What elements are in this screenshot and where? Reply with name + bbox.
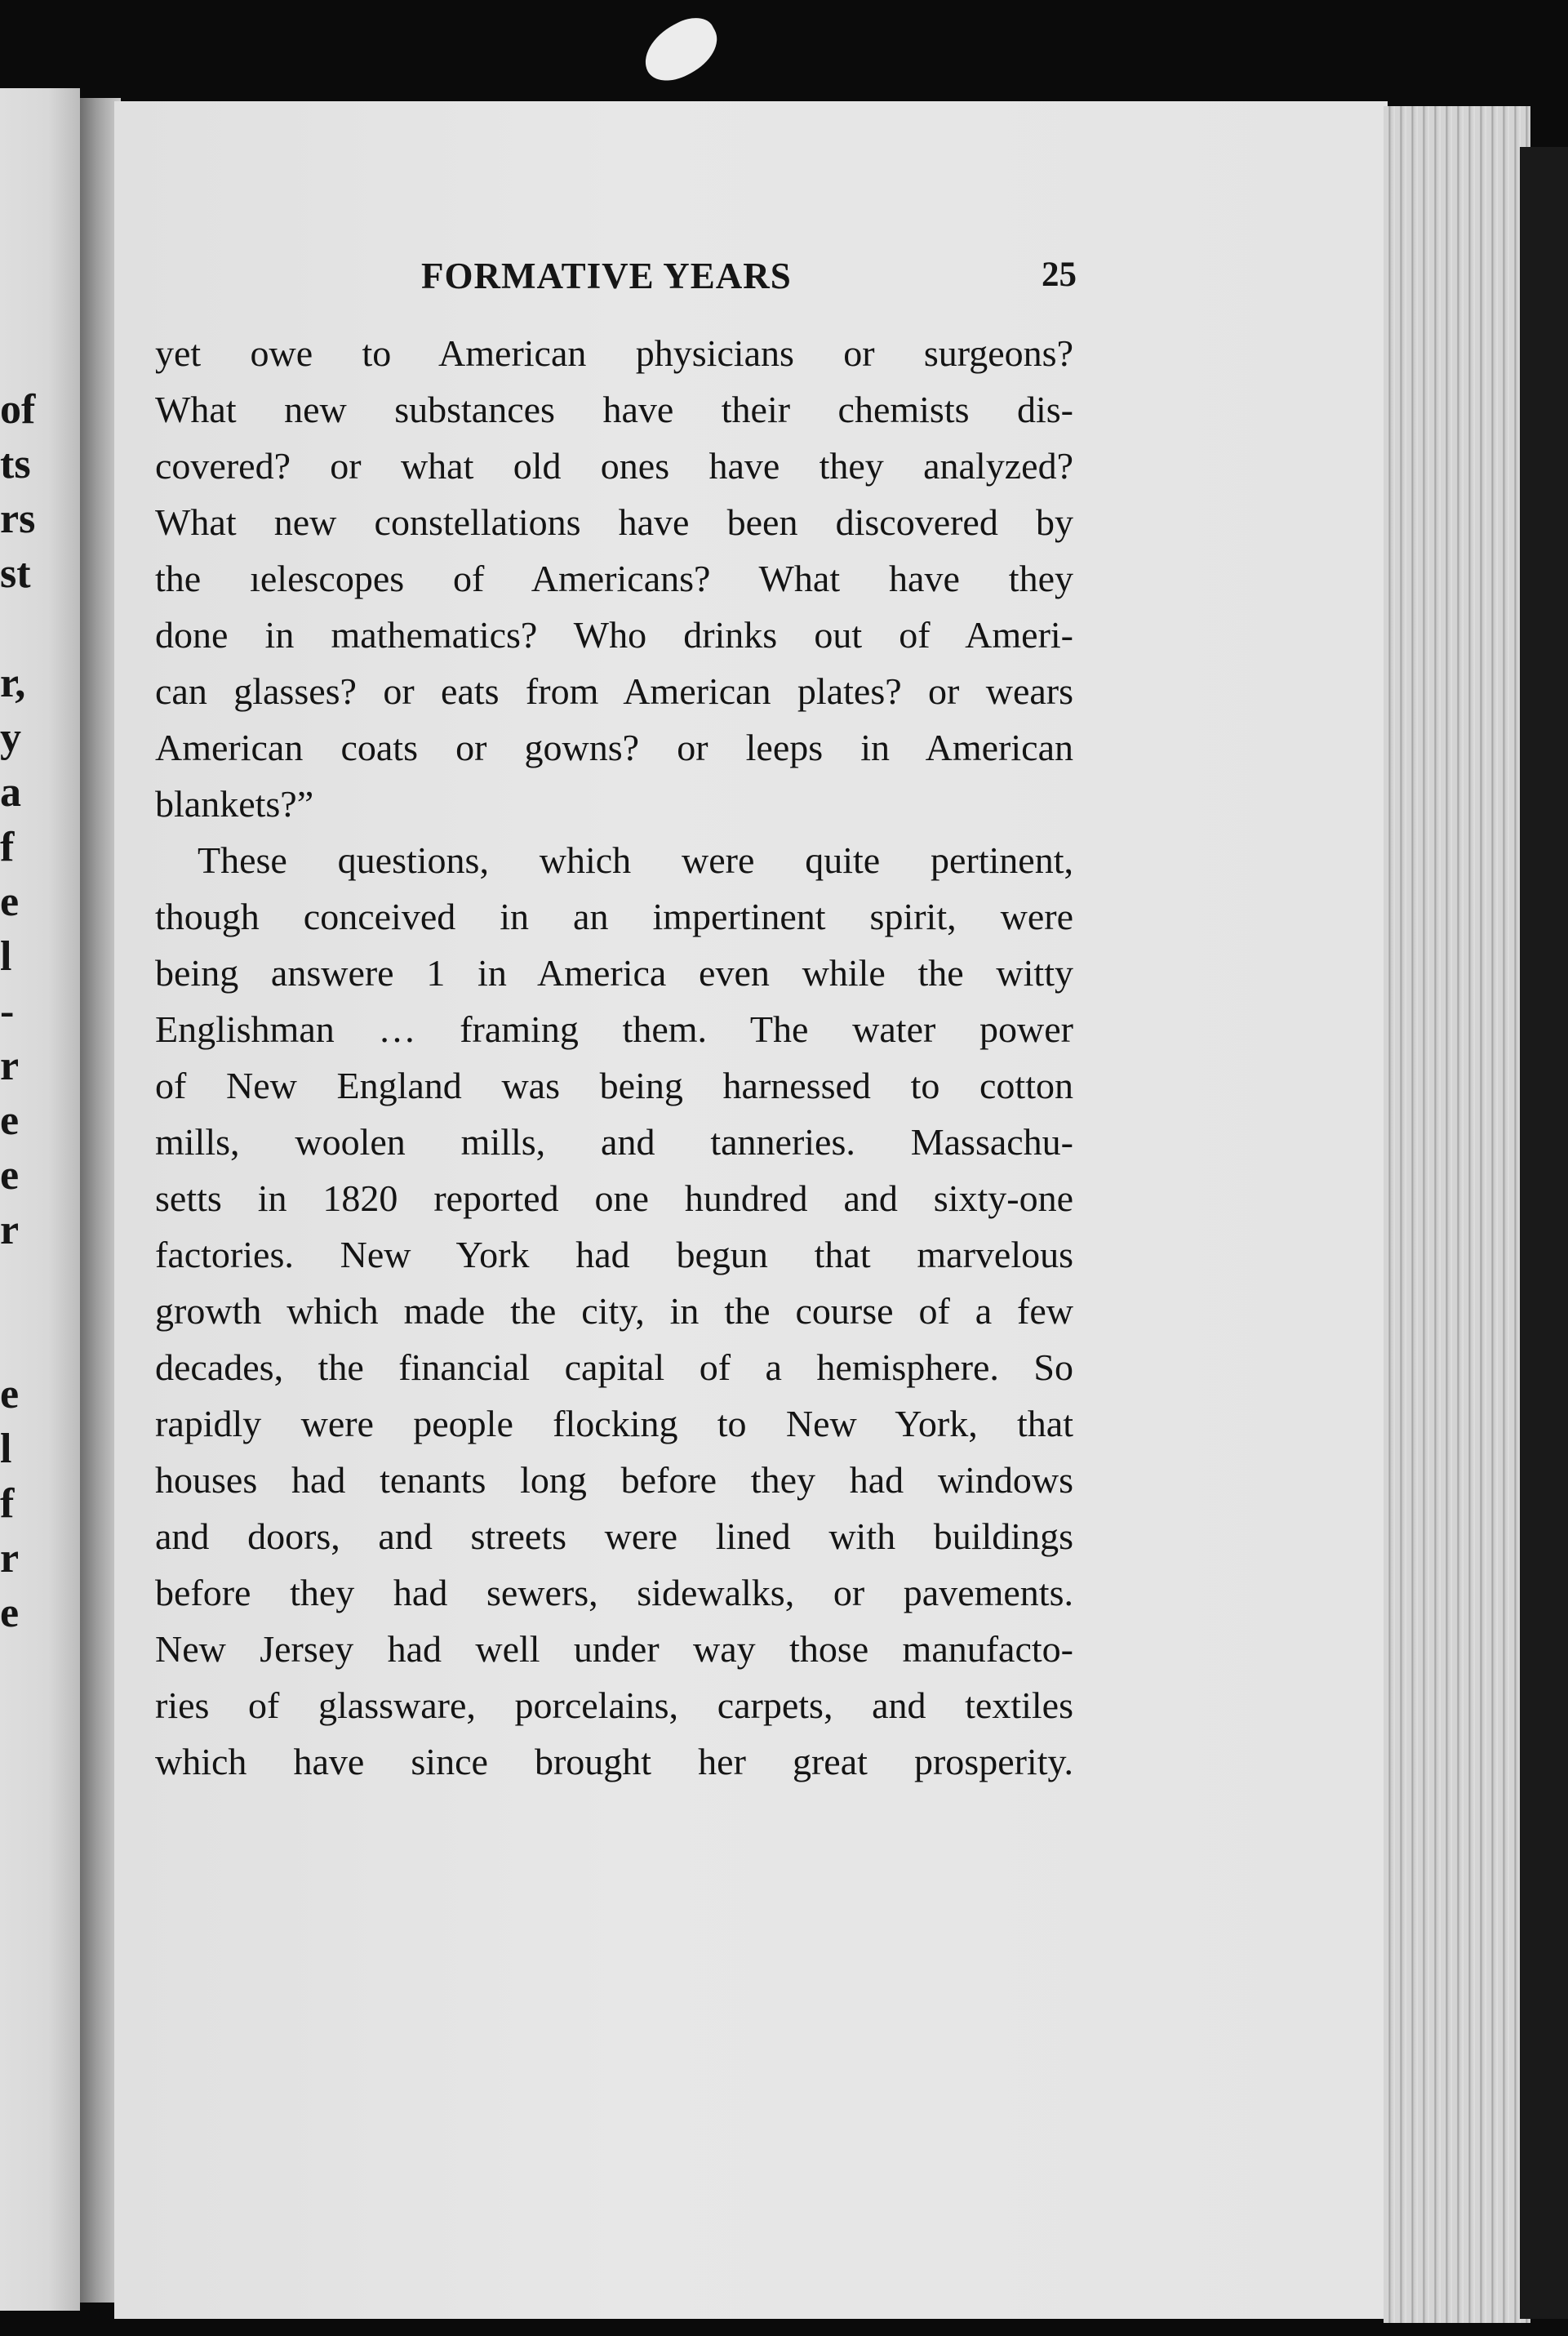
text-line: the ıelescopes of Americans? What have they [155, 558, 1073, 599]
margin-fragment: r, [0, 660, 26, 706]
facing-page-text-fragments [0, 382, 36, 1640]
margin-fragment [0, 1257, 33, 1312]
margin-fragment: y [0, 714, 21, 761]
text-line: blankets?” [155, 783, 314, 825]
facing-page-edge [0, 88, 80, 2311]
margin-fragment: r [0, 1207, 20, 1253]
margin-fragment: e [0, 879, 20, 925]
text-line: What new constellations have been discovered by [155, 501, 1073, 543]
text-line: These questions, which were quite pertinent, [198, 839, 1073, 881]
paragraph [155, 325, 1073, 832]
text-line: covered? or what old ones have they analyzed? [155, 445, 1073, 487]
text-line: Englishman … framing them. The water power [155, 1008, 1073, 1050]
paragraph [155, 832, 1073, 1790]
text-line: before they had sewers, sidewalks, or pavements. [155, 1572, 1073, 1613]
margin-fragment: of [0, 386, 36, 433]
margin-fragment [0, 1312, 33, 1367]
margin-fragment: rs [0, 496, 36, 542]
text-line: setts in 1820 reported one hundred and sixty-one [155, 1177, 1073, 1219]
text-line: houses had tenants long before they had windows [155, 1459, 1073, 1501]
text-line: which have since brought her great prosperity. [155, 1741, 1073, 1782]
margin-fragment: e [0, 1152, 20, 1199]
page-stack-shadow [1520, 147, 1568, 2319]
text-line: can glasses? or eats from American plates? or wears [155, 670, 1073, 712]
text-line: mills, woolen mills, and tanneries. Massachu- [155, 1121, 1073, 1163]
margin-fragment [0, 601, 33, 656]
paper-blot [634, 9, 727, 91]
text-line: American coats or gowns? or leeps in American [155, 727, 1073, 768]
margin-fragment: e [0, 1371, 20, 1417]
text-line: yet owe to American physicians or surgeons? [155, 332, 1073, 374]
body-text [155, 325, 1073, 1790]
text-line: New Jersey had well under way those manufacto- [155, 1628, 1073, 1670]
margin-fragment: r [0, 1043, 20, 1089]
margin-fragment: st [0, 550, 31, 597]
text-line: decades, the financial capital of a hemisphere. So [155, 1346, 1073, 1388]
margin-fragment: - [0, 988, 15, 1035]
running-head-title: FORMATIVE YEARS [421, 256, 792, 296]
page-number: 25 [1042, 256, 1077, 294]
margin-fragment: f [0, 1480, 15, 1527]
text-line: growth which made the city, in the course of a few [155, 1290, 1073, 1332]
text-line: being answere 1 in America even while the witty [155, 952, 1073, 994]
margin-fragment: e [0, 1590, 20, 1636]
margin-fragment: l [0, 933, 12, 980]
text-line: of New England was being harnessed to cotton [155, 1065, 1073, 1106]
margin-fragment: ts [0, 441, 31, 487]
text-line: What new substances have their chemists dis- [155, 389, 1073, 430]
text-line: and doors, and streets were lined with buildings [155, 1515, 1073, 1557]
text-line: done in mathematics? Who drinks out of Ameri- [155, 614, 1073, 656]
margin-fragment: a [0, 769, 21, 816]
running-head [163, 255, 1086, 307]
margin-fragment: f [0, 824, 15, 870]
text-line: factories. New York had begun that marvelous [155, 1234, 1073, 1275]
margin-fragment: r [0, 1535, 20, 1582]
page-stack-edge [1384, 106, 1530, 2323]
margin-fragment: l [0, 1426, 12, 1472]
margin-fragment: e [0, 1097, 20, 1144]
text-line: ries of glassware, porcelains, carpets, and textiles [155, 1684, 1073, 1726]
text-line: rapidly were people flocking to New York, that [155, 1403, 1073, 1444]
text-line: though conceived in an impertinent spirit, were [155, 896, 1073, 937]
